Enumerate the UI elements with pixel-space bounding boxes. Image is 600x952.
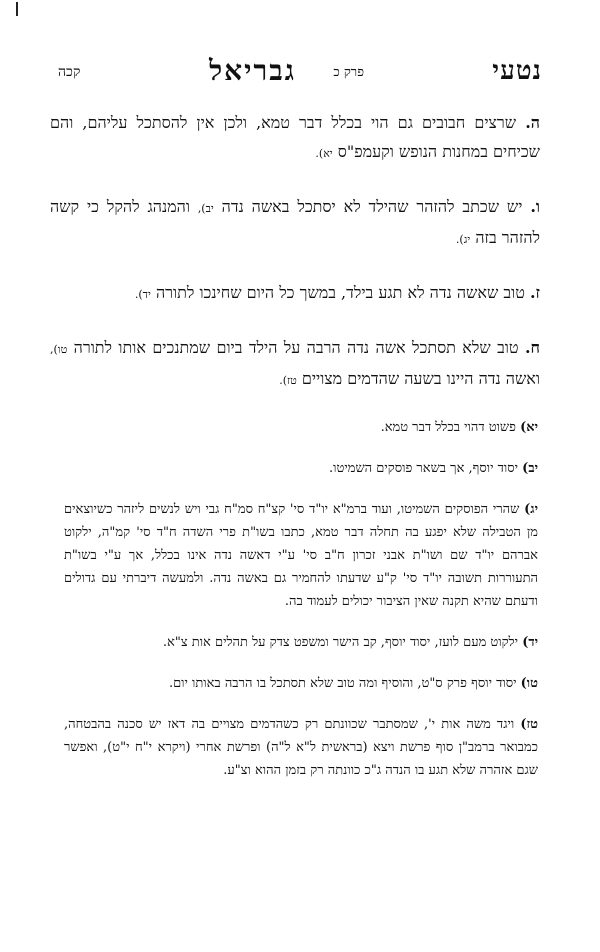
footnote (64, 416, 538, 439)
paragraph-text: שרצים חבובים גם הוי בכלל דבר טמא, ולכן אין להסתכל עליהם, והם שכיחים במחנות הנופש וקעמפ"ס (50, 113, 540, 161)
footnote (64, 713, 538, 782)
paragraph-text: יש שכתב להזהר שהילד לא יסתכל באשה נדה (221, 197, 523, 216)
footnote-label: יד) (522, 635, 538, 650)
footnote-ref: יב), (197, 202, 214, 215)
footnotes (64, 416, 538, 800)
page-number: קכה (58, 64, 81, 80)
paragraph-vav (50, 192, 540, 254)
footnote-label: יב) (522, 461, 538, 476)
running-header (58, 54, 542, 94)
footnote-text: שהרי הפוסקים השמיטו, ועוד ברמ"א יו"ד סי' קצ"ח סמ"ח גבי ויש לנשים ליזהר כשיוצאים מן הטבילה שלא יפגע בה תחלה דבר טמא, כתבו בשו"ת פרי השדה ח"ד סי' קמ"ה, ילקוט אברהם יו"ד שם ושו"ת אבני זכרון ח"ב סי' ע"י דאשה נדה אינו בכלל, אך ע"י בשו"ת התעוררות תשובה יו"ד סי' ק"ע שדעתו להחמיר גם באשה נדה. ולמעשה דיברתי עם גדולים ודעתם שהיא תקנה שאין הציבור יכולים לעמוד בה. (64, 502, 538, 609)
footnote-ref: יא). (315, 147, 333, 160)
footnote-ref: יד). (134, 288, 151, 301)
footnote-ref: טו), (50, 343, 68, 356)
footnote-label: טו) (520, 676, 538, 691)
footnote-text: פשוט דהוי בכלל דבר טמא. (380, 420, 516, 435)
footnote (64, 672, 538, 695)
main-text (50, 108, 540, 419)
footnote-label: יא) (520, 420, 538, 435)
footnote-text: ילקוט מעם לועז, יסוד יוסף, קב הישר ומשפט צדק על תהלים אות צ"א. (162, 635, 519, 650)
paragraph-number: ו. (530, 197, 540, 216)
paragraph-number: ה. (525, 113, 540, 132)
book-title-main: גבריאל (209, 54, 296, 87)
footnote-text: יסוד יוסף פרק ס"ט, והוסיף ומה טוב שלא תסתכל בו הרבה באותו יום. (168, 676, 517, 691)
scan-edge-mark (16, 2, 18, 16)
paragraph-number: ח. (524, 338, 540, 357)
footnote-text: יסוד יוסף, אך בשאר פוסקים השמיטו. (329, 461, 519, 476)
paragraph-text-continued: והמנהג להקל כי קשה להזהר בזה (50, 197, 540, 247)
paragraph-number: ז. (529, 283, 540, 302)
footnote-ref: יג). (455, 233, 471, 246)
book-title-right: נטעי (492, 56, 542, 86)
footnote-label: טז) (520, 717, 538, 732)
paragraph-he (50, 108, 540, 168)
chapter-label: פרק כ (333, 65, 364, 80)
paragraph-text-continued: ואשה נדה היינו בשעה שהדמים מצויים (301, 369, 540, 388)
paragraph-chet (50, 333, 540, 395)
footnote (64, 457, 538, 480)
paragraph-zayin (50, 278, 540, 309)
paragraph-text: טוב שאשה נדה לא תגע בילד, במשך כל היום שחינכו לתורה (155, 283, 525, 302)
footnote (64, 498, 538, 613)
footnote-text: ויגד משה אות י', שמסתבר שכוונתם רק כשהדמים מצויים בה דאז יש סכנה בהבטחה, כמבואר ברמב"ן סוף פרשת ויצא (בראשית ל"א ל"ה) ופרשת אחרי (ויקרא י"ח י"ט), ואפשר שגם אזהרה שלא תגע בו הנדה ג"כ כוונתה רק בזמן ההוא וצ"ע. (64, 717, 538, 778)
footnote (64, 631, 538, 654)
footnote-label: יג) (524, 502, 539, 517)
paragraph-text: טוב שלא תסתכל אשה נדה הרבה על הילד ביום שמתנכים אותו לתורה (73, 338, 519, 357)
footnote-ref: טז). (279, 374, 297, 387)
